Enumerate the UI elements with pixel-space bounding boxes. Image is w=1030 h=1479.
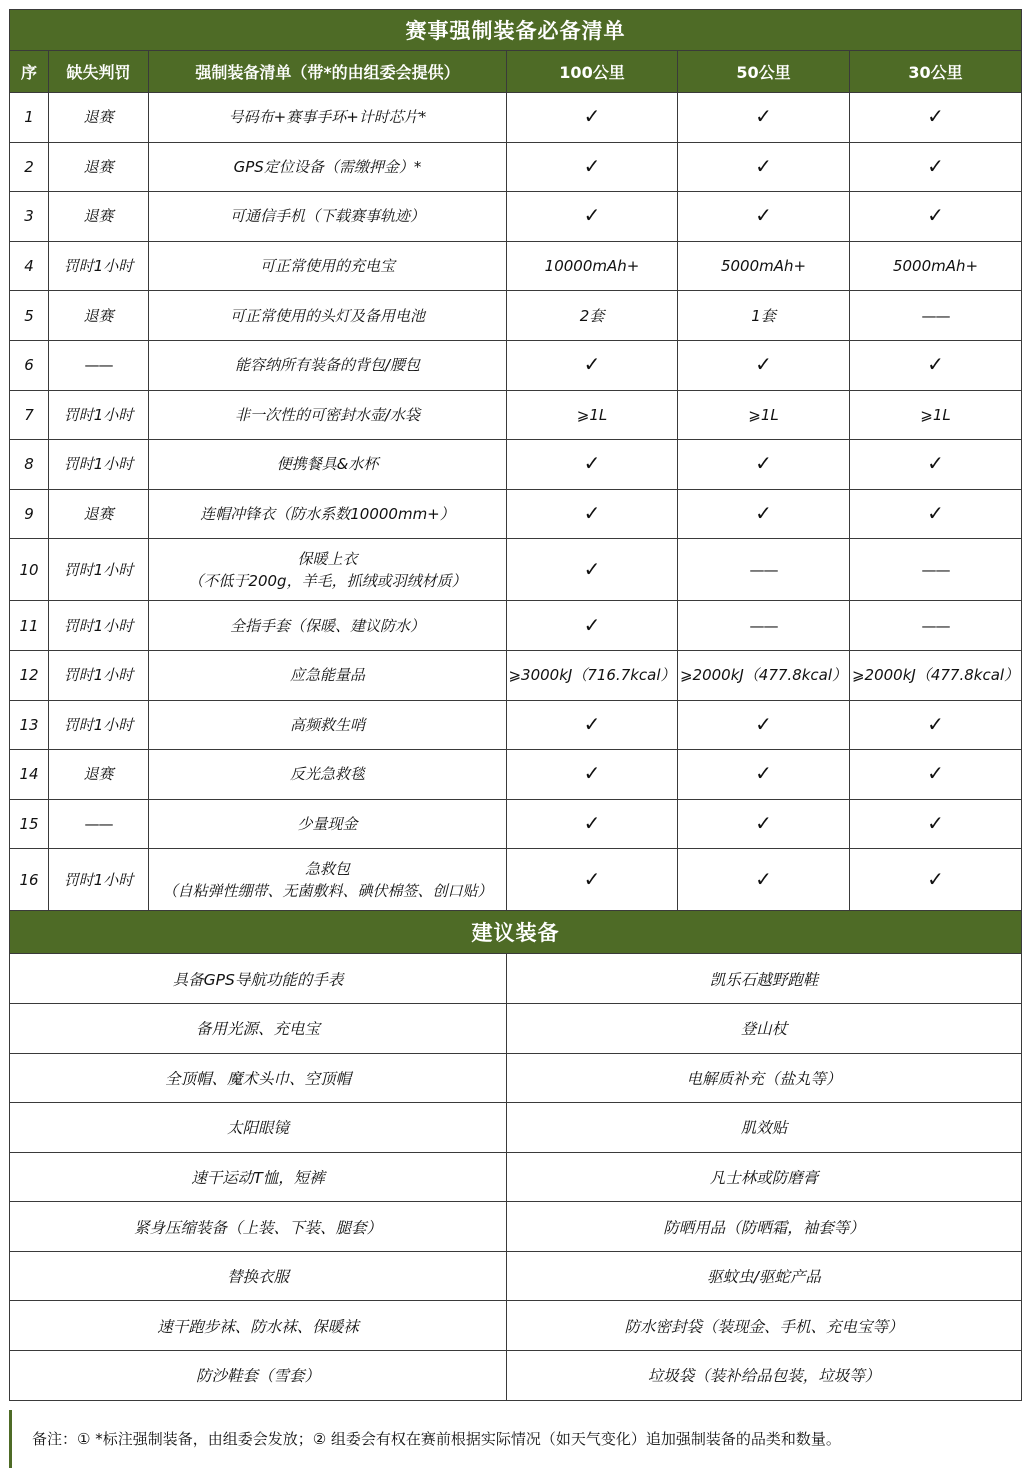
cell-50km: ✓ [678, 799, 850, 849]
cell-100km: ✓ [507, 700, 678, 750]
cell-seq: 15 [10, 799, 49, 849]
cell-50km: ✓ [678, 489, 850, 539]
cell-item: GPS定位设备（需缴押金）* [149, 142, 507, 192]
cell-50km: ⩾2000kJ（477.8kcal） [678, 650, 850, 700]
cell-penalty: 退赛 [49, 750, 149, 800]
cell-penalty: 罚时1小时 [49, 700, 149, 750]
suggested-right: 防晒用品（防晒霜，袖套等） [507, 1202, 1022, 1252]
table-row [10, 650, 1022, 700]
cell-30km: ✓ [850, 849, 1022, 911]
cell-50km: ⩾1L [678, 390, 850, 440]
cell-penalty: 退赛 [49, 192, 149, 242]
cell-50km: ✓ [678, 142, 850, 192]
cell-item: 高频救生哨 [149, 700, 507, 750]
cell-item: 少量现金 [149, 799, 507, 849]
cell-50km: ✓ [678, 750, 850, 800]
cell-seq: 7 [10, 390, 49, 440]
cell-penalty: 罚时1小时 [49, 601, 149, 651]
suggested-right: 驱蚊虫/驱蛇产品 [507, 1251, 1022, 1301]
cell-penalty: 罚时1小时 [49, 241, 149, 291]
equipment-sheet [9, 9, 1021, 1401]
header-100km: 100公里 [507, 51, 678, 93]
cell-item: 号码布+赛事手环+计时芯片* [149, 93, 507, 143]
header-row [10, 51, 1022, 93]
cell-30km: ✓ [850, 799, 1022, 849]
cell-30km: —— [850, 291, 1022, 341]
cell-30km: ✓ [850, 93, 1022, 143]
cell-item: 全指手套（保暖、建议防水） [149, 601, 507, 651]
cell-seq: 2 [10, 142, 49, 192]
cell-50km: ✓ [678, 192, 850, 242]
header-30km: 30公里 [850, 51, 1022, 93]
cell-30km: —— [850, 601, 1022, 651]
cell-penalty: —— [49, 340, 149, 390]
cell-100km: ✓ [507, 799, 678, 849]
suggested-left: 具备GPS导航功能的手表 [10, 954, 507, 1004]
cell-30km: 5000mAh+ [850, 241, 1022, 291]
table-row [10, 192, 1022, 242]
table-row [10, 849, 1022, 911]
header-item: 强制装备清单（带*的由组委会提供） [149, 51, 507, 93]
cell-100km: ✓ [507, 340, 678, 390]
title-row [10, 10, 1022, 51]
suggested-right: 凯乐石越野跑鞋 [507, 954, 1022, 1004]
suggested-left: 太阳眼镜 [10, 1103, 507, 1153]
cell-seq: 13 [10, 700, 49, 750]
cell-item: 急救包 （自粘弹性绷带、无菌敷料、碘伏棉签、创口贴） [149, 849, 507, 911]
suggested-left: 防沙鞋套（雪套） [10, 1351, 507, 1401]
suggested-left: 速干跑步袜、防水袜、保暖袜 [10, 1301, 507, 1351]
table-row [10, 750, 1022, 800]
cell-penalty: 罚时1小时 [49, 440, 149, 490]
cell-100km: ✓ [507, 440, 678, 490]
table-row [10, 440, 1022, 490]
cell-30km: ✓ [850, 142, 1022, 192]
cell-100km: ✓ [507, 489, 678, 539]
cell-seq: 9 [10, 489, 49, 539]
suggested-row [10, 1351, 1022, 1401]
cell-penalty: 退赛 [49, 489, 149, 539]
mandatory-body [10, 93, 1022, 911]
cell-seq: 5 [10, 291, 49, 341]
table-row [10, 142, 1022, 192]
suggested-left: 速干运动T恤，短裤 [10, 1152, 507, 1202]
cell-50km: 1套 [678, 291, 850, 341]
table-row [10, 340, 1022, 390]
suggested-row [10, 1103, 1022, 1153]
cell-50km: ✓ [678, 849, 850, 911]
cell-30km: ✓ [850, 700, 1022, 750]
cell-100km: 10000mAh+ [507, 241, 678, 291]
cell-30km: —— [850, 539, 1022, 601]
table-row [10, 291, 1022, 341]
suggested-row [10, 1003, 1022, 1053]
table-row [10, 539, 1022, 601]
cell-100km: ✓ [507, 539, 678, 601]
cell-100km: ✓ [507, 750, 678, 800]
cell-50km: 5000mAh+ [678, 241, 850, 291]
cell-item: 可正常使用的充电宝 [149, 241, 507, 291]
cell-item: 非一次性的可密封水壶/水袋 [149, 390, 507, 440]
header-penalty: 缺失判罚 [49, 51, 149, 93]
cell-50km: ✓ [678, 340, 850, 390]
cell-item: 便携餐具&水杯 [149, 440, 507, 490]
footnote: 备注：① *标注强制装备，由组委会发放；② 组委会有权在赛前根据实际情况（如天气变化）追加强制装备的品类和数量。 [9, 1410, 1021, 1468]
suggested-left: 全顶帽、魔术头巾、空顶帽 [10, 1053, 507, 1103]
cell-seq: 6 [10, 340, 49, 390]
cell-item: 应急能量品 [149, 650, 507, 700]
cell-penalty: 罚时1小时 [49, 539, 149, 601]
suggested-row [10, 1053, 1022, 1103]
suggested-left: 紧身压缩装备（上装、下装、腿套） [10, 1202, 507, 1252]
suggested-title: 建议装备 [10, 911, 1022, 954]
cell-30km: ✓ [850, 489, 1022, 539]
table-row [10, 799, 1022, 849]
table-row [10, 700, 1022, 750]
cell-30km: ✓ [850, 440, 1022, 490]
cell-item: 能容纳所有装备的背包/腰包 [149, 340, 507, 390]
cell-item: 可通信手机（下载赛事轨迹） [149, 192, 507, 242]
cell-seq: 3 [10, 192, 49, 242]
page-title: 赛事强制装备必备清单 [10, 10, 1022, 51]
cell-seq: 14 [10, 750, 49, 800]
suggested-right: 登山杖 [507, 1003, 1022, 1053]
suggested-row [10, 1251, 1022, 1301]
cell-50km: —— [678, 601, 850, 651]
suggested-right: 凡士林或防磨膏 [507, 1152, 1022, 1202]
cell-item: 反光急救毯 [149, 750, 507, 800]
cell-seq: 10 [10, 539, 49, 601]
suggested-row [10, 1202, 1022, 1252]
cell-penalty: 退赛 [49, 93, 149, 143]
cell-seq: 12 [10, 650, 49, 700]
cell-100km: ⩾1L [507, 390, 678, 440]
suggested-body [10, 954, 1022, 1400]
suggested-row [10, 954, 1022, 1004]
cell-30km: ⩾2000kJ（477.8kcal） [850, 650, 1022, 700]
suggested-row [10, 1152, 1022, 1202]
cell-30km: ✓ [850, 340, 1022, 390]
cell-30km: ⩾1L [850, 390, 1022, 440]
header-seq: 序 [10, 51, 49, 93]
cell-seq: 8 [10, 440, 49, 490]
cell-50km: ✓ [678, 440, 850, 490]
suggested-right: 肌效贴 [507, 1103, 1022, 1153]
suggested-left: 替换衣服 [10, 1251, 507, 1301]
cell-item: 保暖上衣 （不低于200g，羊毛，抓绒或羽绒材质） [149, 539, 507, 601]
header-50km: 50公里 [678, 51, 850, 93]
cell-penalty: —— [49, 799, 149, 849]
cell-50km: —— [678, 539, 850, 601]
cell-penalty: 退赛 [49, 291, 149, 341]
suggested-left: 备用光源、充电宝 [10, 1003, 507, 1053]
table-row [10, 93, 1022, 143]
cell-seq: 1 [10, 93, 49, 143]
cell-seq: 4 [10, 241, 49, 291]
suggested-right: 垃圾袋（装补给品包装，垃圾等） [507, 1351, 1022, 1401]
suggested-title-row [10, 911, 1022, 954]
cell-50km: ✓ [678, 93, 850, 143]
cell-item: 可正常使用的头灯及备用电池 [149, 291, 507, 341]
cell-penalty: 罚时1小时 [49, 849, 149, 911]
suggested-right: 电解质补充（盐丸等） [507, 1053, 1022, 1103]
table-row [10, 241, 1022, 291]
suggested-right: 防水密封袋（装现金、手机、充电宝等） [507, 1301, 1022, 1351]
table-row [10, 390, 1022, 440]
cell-penalty: 退赛 [49, 142, 149, 192]
cell-100km: ✓ [507, 142, 678, 192]
cell-item: 连帽冲锋衣（防水系数10000mm+） [149, 489, 507, 539]
cell-penalty: 罚时1小时 [49, 390, 149, 440]
cell-100km: ✓ [507, 849, 678, 911]
cell-seq: 11 [10, 601, 49, 651]
table-row [10, 489, 1022, 539]
table-row [10, 601, 1022, 651]
cell-50km: ✓ [678, 700, 850, 750]
mandatory-equipment-table [9, 9, 1022, 1401]
cell-100km: ✓ [507, 93, 678, 143]
suggested-row [10, 1301, 1022, 1351]
cell-30km: ✓ [850, 750, 1022, 800]
cell-seq: 16 [10, 849, 49, 911]
cell-100km: ⩾3000kJ（716.7kcal） [507, 650, 678, 700]
cell-30km: ✓ [850, 192, 1022, 242]
cell-penalty: 罚时1小时 [49, 650, 149, 700]
cell-100km: ✓ [507, 601, 678, 651]
cell-100km: ✓ [507, 192, 678, 242]
cell-100km: 2套 [507, 291, 678, 341]
